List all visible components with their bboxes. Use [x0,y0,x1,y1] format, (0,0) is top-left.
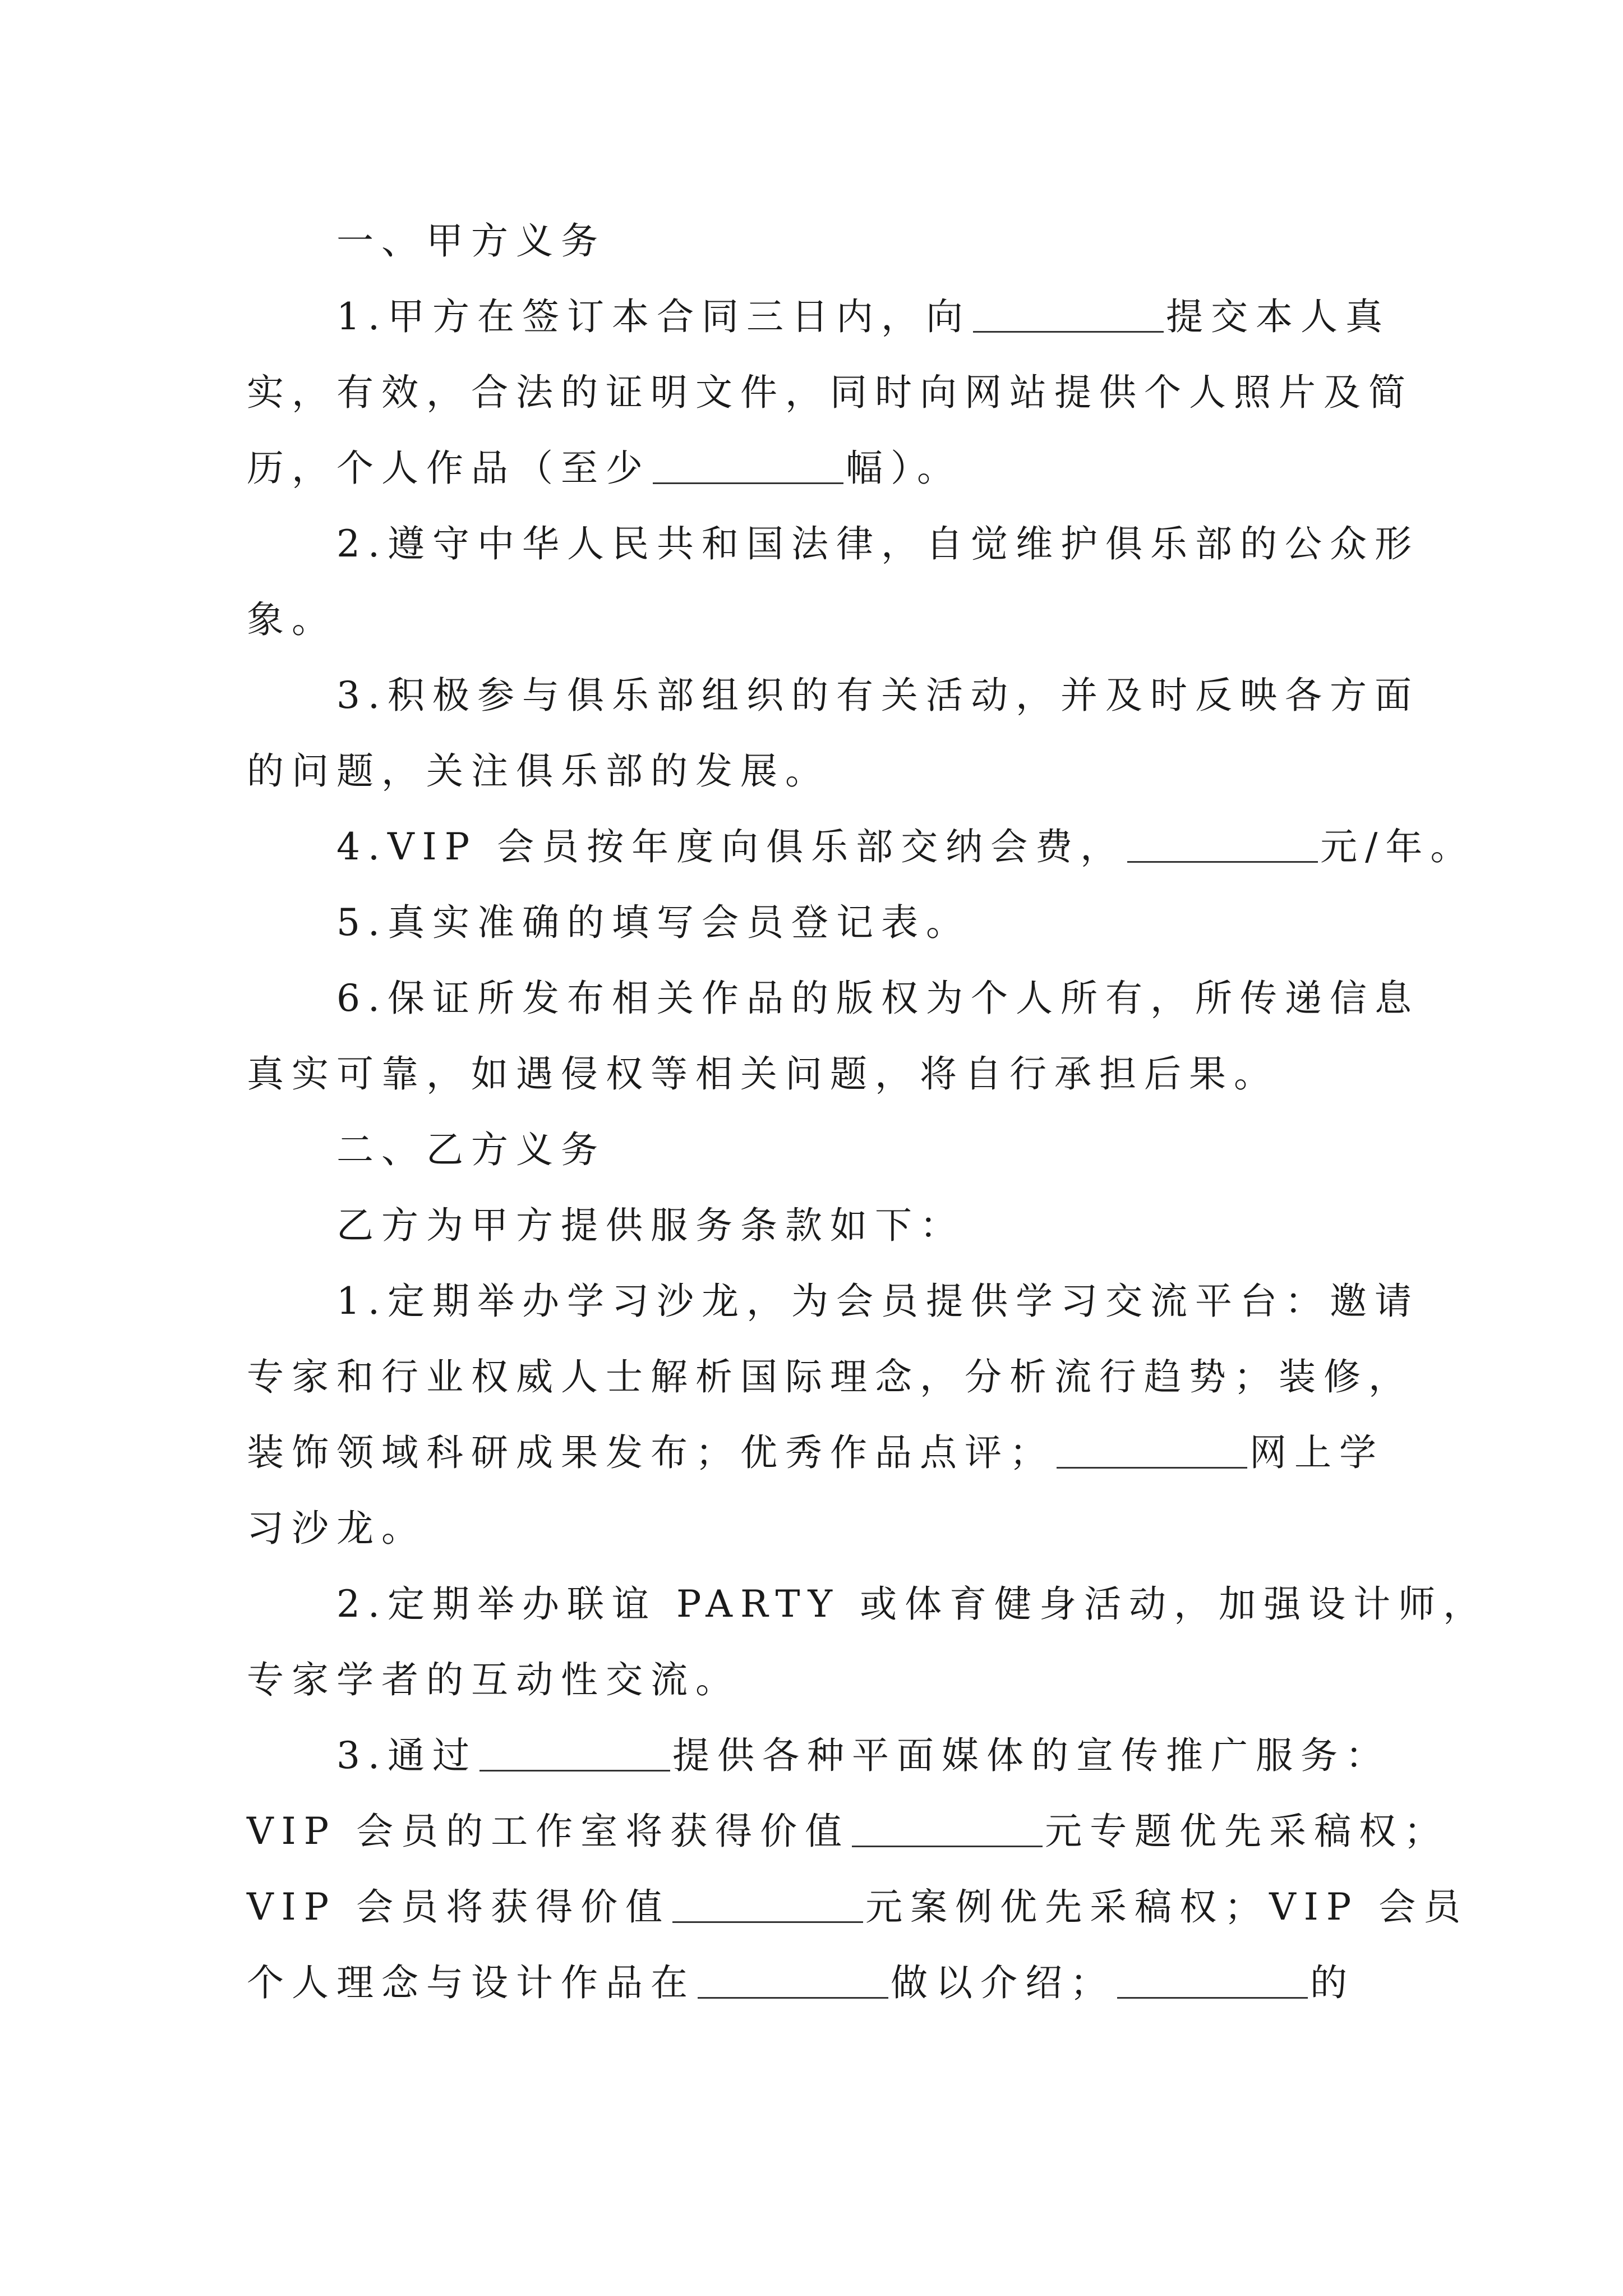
section-heading-party-a: 一、甲方义务 [336,219,606,263]
fill-blank [672,1888,863,1923]
paragraph-line: 6.保证所发布相关作品的版权为个人所有，所传递信息 [336,977,1419,1020]
fill-blank [1057,1433,1247,1469]
paragraph-line: 1.甲方在签订本合同三日内，向 提交本人真 [336,295,1390,338]
paragraph-line: 真实可靠，如遇侵权等相关问题，将自行承担后果。 [247,1052,1279,1096]
paragraph-line: VIP 会员将获得价值 元案例优先采稿权；VIP 会员 [247,1885,1469,1929]
fill-blank [698,1963,888,1999]
fill-blank [973,297,1164,333]
paragraph-line: 2.遵守中华人民共和国法律，自觉维护俱乐部的公众形 [336,522,1419,565]
fill-blank [653,449,843,484]
fill-blank [1127,827,1318,863]
paragraph-line: 1.定期举办学习沙龙，为会员提供学习交流平台：邀请 [336,1280,1419,1323]
section-heading-party-b: 二、乙方义务 [336,1128,606,1171]
paragraph-line: 象。 [247,598,336,641]
paragraph-line: 历，个人作品（至少 幅）。 [247,447,962,490]
paragraph-line: 专家和行业权威人士解析国际理念，分析流行趋势；装修， [247,1355,1413,1398]
paragraph-line: 3.积极参与俱乐部组织的有关活动，并及时反映各方面 [336,674,1419,717]
paragraph-line: 4.VIP 会员按年度向俱乐部交纳会费， 元/年。 [336,825,1476,868]
paragraph-line: 习沙龙。 [247,1507,426,1550]
paragraph-line: 的问题，关注俱乐部的发展。 [247,749,830,793]
paragraph-line: 乙方为甲方提供服务条款如下： [336,1204,965,1247]
fill-blank [852,1812,1043,1847]
paragraph-line: 实，有效，合法的证明文件，同时向网站提供个人照片及简 [247,371,1413,414]
fill-blank [1117,1963,1308,1999]
paragraph-line: 装饰领域科研成果发布；优秀作品点评； 网上学 [247,1431,1384,1474]
paragraph-line: 专家学者的互动性交流。 [247,1658,740,1701]
paragraph-line: 2.定期举办联谊 PARTY 或体育健身活动，加强设计师， [336,1582,1488,1626]
paragraph-line: 个人理念与设计作品在 做以介绍； 的 [247,1961,1355,2004]
paragraph-line: 3.通过 提供各种平面媒体的宣传推广服务： [336,1734,1390,1777]
paragraph-line: 5.真实准确的填写会员登记表。 [336,901,971,944]
fill-blank [479,1736,670,1772]
paragraph-line: VIP 会员的工作室将获得价值 元专题优先采稿权； [247,1810,1449,1853]
